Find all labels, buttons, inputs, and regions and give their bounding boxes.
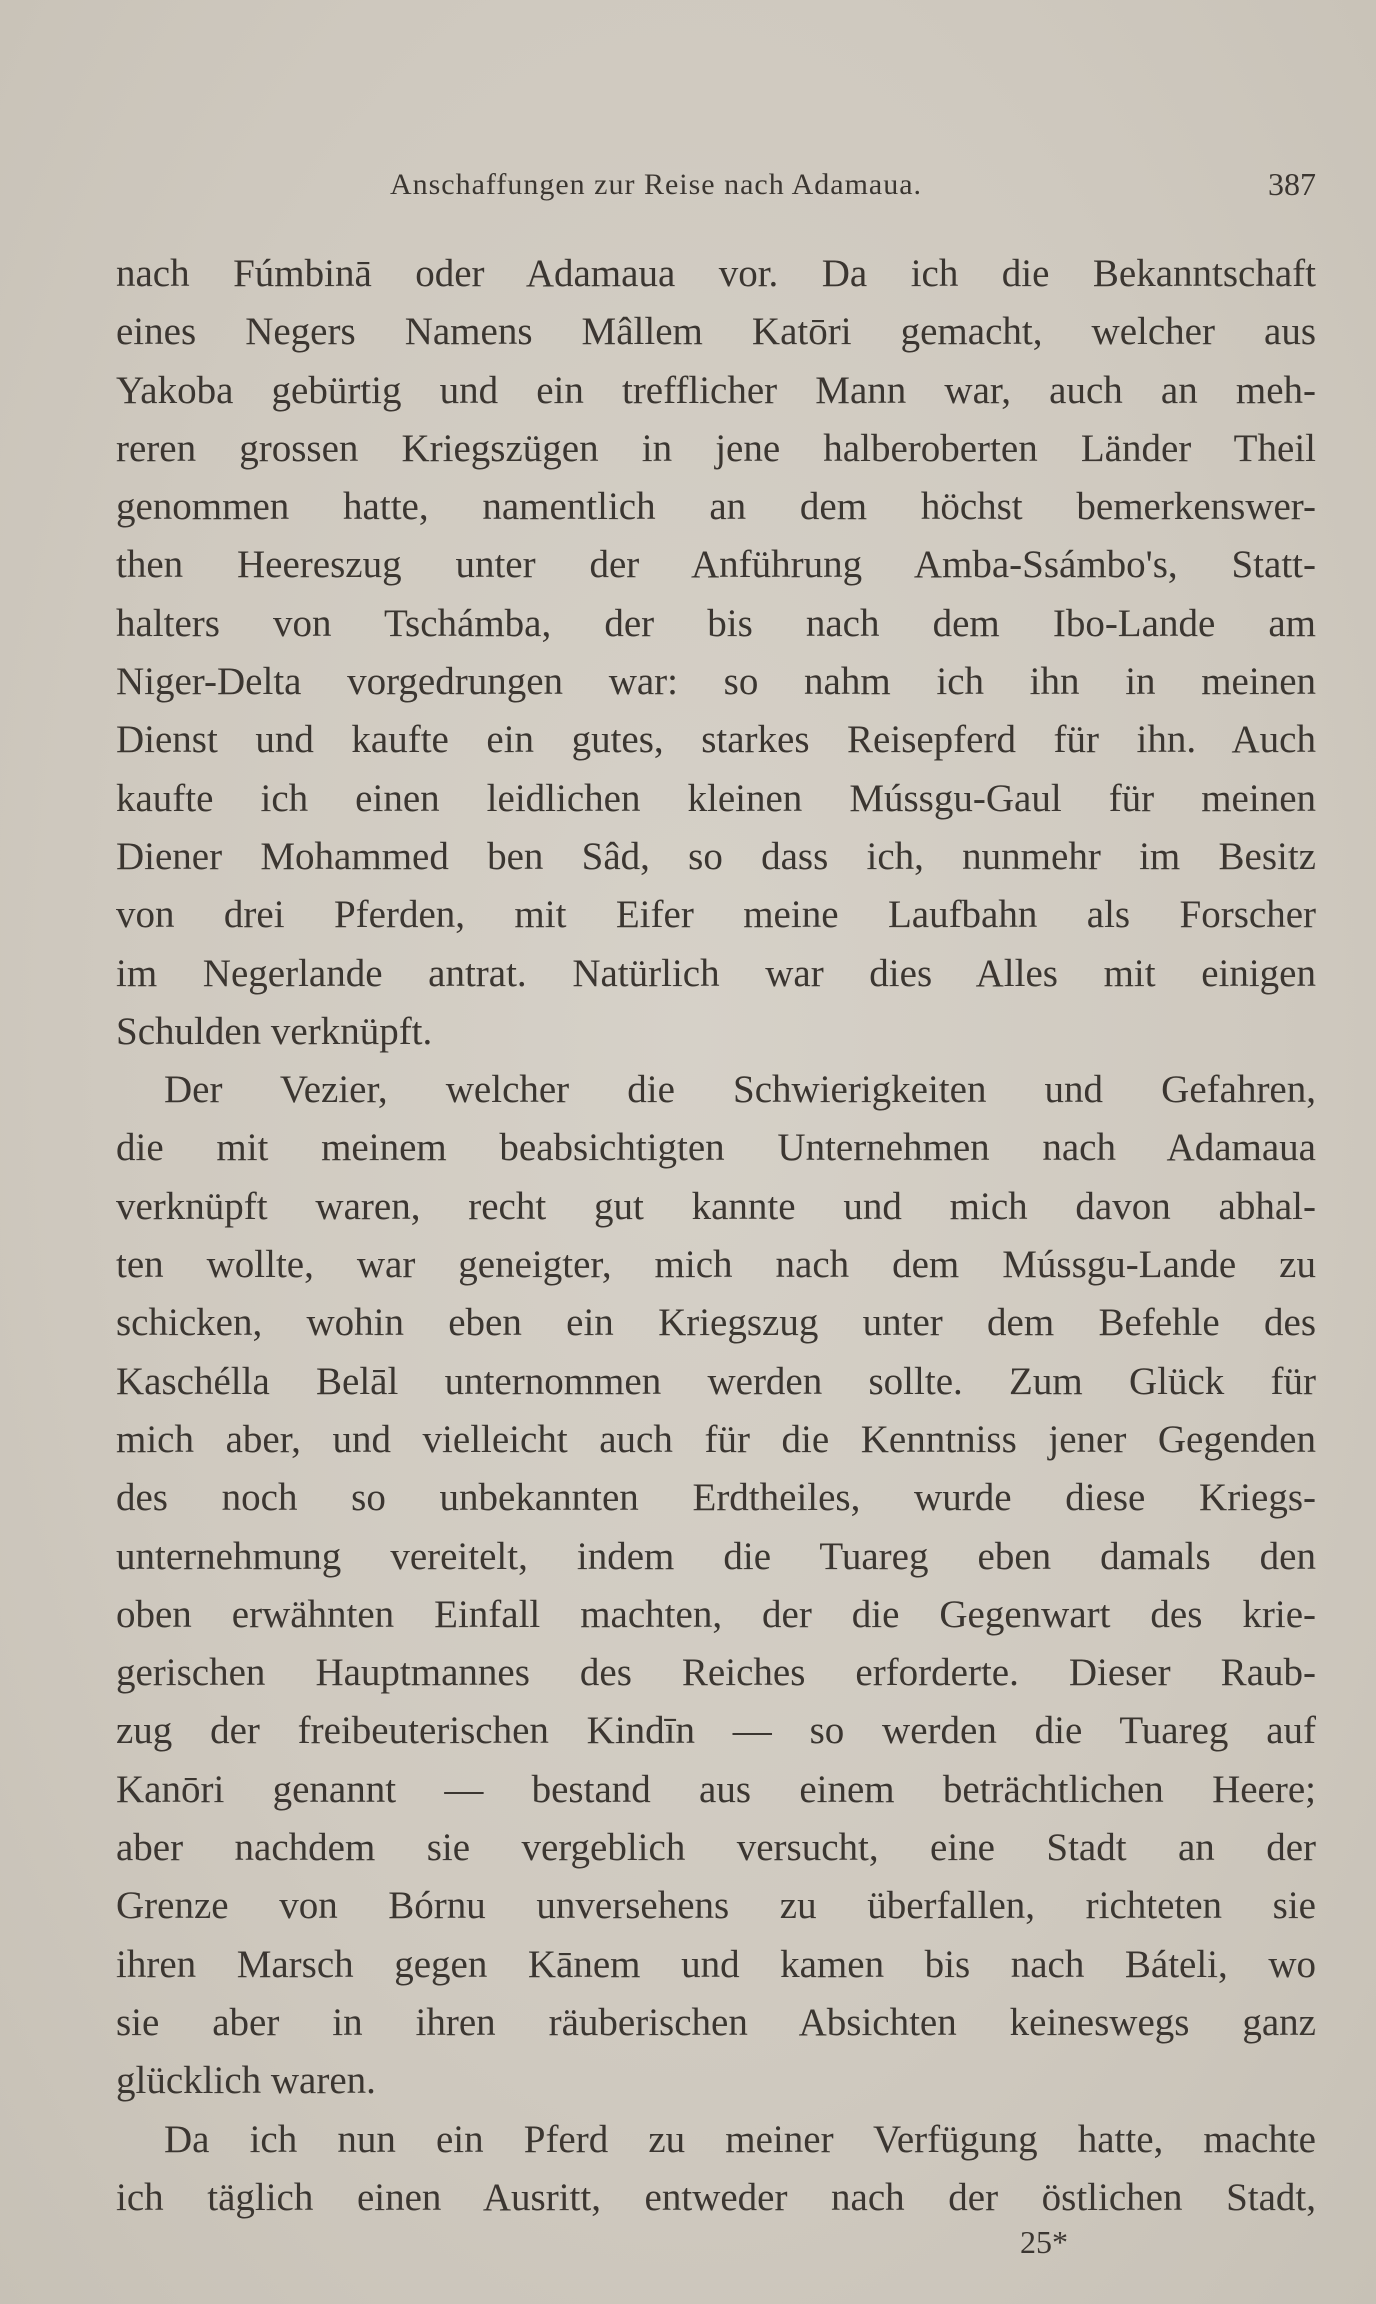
text-line: zug der freibeuterischen Kindīn — so werden die Tuareg auf bbox=[116, 1709, 1316, 1753]
text-line: halters von Tschámba, der bis nach dem Ibo-Lande am bbox=[116, 601, 1316, 645]
text-line: gerischen Hauptmannes des Reiches erforderte. Dieser Raub- bbox=[116, 1651, 1316, 1695]
signature-mark: 25* bbox=[1020, 2224, 1068, 2260]
text-line: reren grossen Kriegszügen in jene halberoberten Länder Theil bbox=[116, 426, 1316, 470]
text-line: Yakoba gebürtig und ein trefflicher Mann war, auch an meh- bbox=[116, 368, 1316, 412]
text-line: die mit meinem beabsichtigten Unternehmen nach Adamaua bbox=[116, 1126, 1316, 1170]
text-line: Diener Mohammed ben Sâd, so dass ich, nunmehr im Besitz bbox=[116, 834, 1316, 878]
text-line: Niger-Delta vorgedrungen war: so nahm ich ihn in meinen bbox=[116, 660, 1316, 704]
text-line: eines Negers Namens Mâllem Katōri gemacht, welcher aus bbox=[116, 310, 1316, 354]
text-line: sie aber in ihren räuberischen Absichten keineswegs ganz bbox=[116, 2000, 1316, 2044]
text-line: Da ich nun ein Pferd zu meiner Verfügung hatte, machte bbox=[164, 2117, 1316, 2161]
text-line: von drei Pferden, mit Eifer meine Laufbahn als Forscher bbox=[116, 893, 1316, 937]
text-line: Dienst und kaufte ein gutes, starkes Reisepferd für ihn. Auch bbox=[116, 718, 1316, 762]
text-line: Der Vezier, welcher die Schwierigkeiten und Gefahren, bbox=[164, 1068, 1316, 1112]
text-line: ten wollte, war geneigter, mich nach dem Mússgu-Lande zu bbox=[116, 1243, 1316, 1287]
text-line: glücklich waren. bbox=[116, 2059, 376, 2103]
text-line: aber nachdem sie vergeblich versucht, eine Stadt an der bbox=[116, 1826, 1316, 1870]
text-line: mich aber, und vielleicht auch für die Kenntniss jener Gegenden bbox=[116, 1417, 1316, 1461]
text-line: then Heereszug unter der Anführung Amba-Ssámbo's, Statt- bbox=[116, 543, 1316, 587]
text-line: unternehmung vereitelt, indem die Tuareg eben damals den bbox=[116, 1534, 1316, 1578]
text-line: Kanōri genannt — bestand aus einem beträchtlichen Heere; bbox=[116, 1767, 1316, 1811]
text-line: nach Fúmbinā oder Adamaua vor. Da ich die Bekanntschaft bbox=[116, 252, 1316, 295]
text-line: genommen hatte, namentlich an dem höchst bemerkenswer- bbox=[116, 485, 1316, 529]
running-head-title: Anschaffungen zur Reise nach Adamaua. bbox=[389, 168, 923, 201]
body-text bbox=[116, 245, 1316, 2227]
text-line: Schulden verknüpft. bbox=[116, 1009, 433, 1053]
text-line: im Negerlande antrat. Natürlich war dies Alles mit einigen bbox=[116, 951, 1316, 995]
text-line: oben erwähnten Einfall machten, der die Gegenwart des krie- bbox=[116, 1592, 1316, 1636]
text-line: verknüpft waren, recht gut kannte und mich davon abhal- bbox=[116, 1184, 1316, 1228]
text-line: des noch so unbekannten Erdtheiles, wurde diese Kriegs- bbox=[116, 1476, 1316, 1520]
text-line: Kaschélla Belāl unternommen werden sollte. Zum Glück für bbox=[116, 1359, 1316, 1403]
text-line: ich täglich einen Ausritt, entweder nach der östlichen Stadt, bbox=[116, 2175, 1316, 2219]
text-line: schicken, wohin eben ein Kriegszug unter dem Befehle des bbox=[116, 1301, 1316, 1345]
running-head bbox=[116, 168, 1316, 208]
text-line: Grenze von Bórnu unversehens zu überfallen, richteten sie bbox=[116, 1884, 1316, 1928]
text-line: kaufte ich einen leidlichen kleinen Mússgu-Gaul für meinen bbox=[116, 776, 1316, 820]
page-number: 387 bbox=[1268, 166, 1316, 202]
text-line: ihren Marsch gegen Kānem und kamen bis nach Báteli, wo bbox=[116, 1942, 1316, 1986]
